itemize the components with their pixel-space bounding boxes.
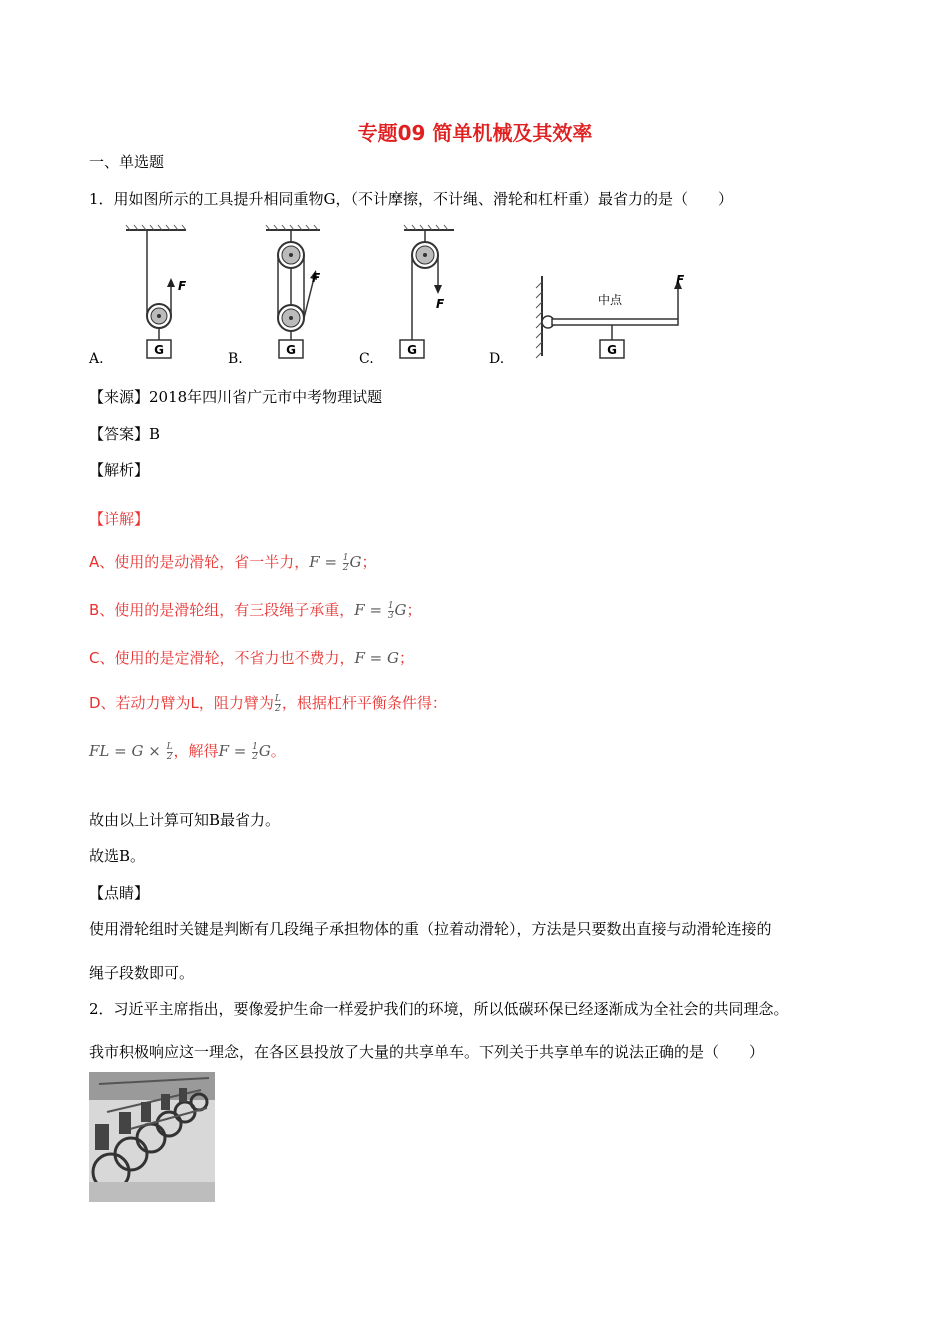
comment-line-1: 使用滑轮组时关键是判断有几段绳子承担物体的重（拉着动滑轮），方法是只要数出直接与动滑轮连接的 [89,920,772,938]
question-2-stem-line-2: 我市积极响应这一理念，在各区县投放了大量的共享单车。下列关于共享单车的说法正确的是（ ） [89,1043,765,1061]
weight-label: G [286,343,296,357]
question-1-stem: 1．用如图所示的工具提升相同重物G，（不计摩擦，不计绳、滑轮和杠杆重）最省力的是（ ） [89,190,734,208]
section-heading: 一、单选题 [89,153,165,171]
force-label: F [436,297,445,311]
option-b-label: B. [228,351,243,367]
detail-a: A、使用的是动滑轮，省一半力，F = $\frac{1}{2}$ G； [89,552,377,573]
figure-movable-pulley [120,222,200,362]
shared-bikes-photo [89,1072,215,1202]
force-label: F [312,271,321,285]
figure-lever [522,268,692,362]
answer-line: 【答案】B [89,425,161,443]
conclusion-1: 故由以上计算可知B最省力。 [89,811,281,829]
detail-equation: FL = G × $\frac{L}{2}$ ，解得F = $\frac{1}{2}$ G。 [89,741,286,762]
option-c-label: C. [359,351,374,367]
weight-label: G [154,343,164,357]
detail-label: 【详解】 [89,510,150,528]
option-a-label: A. [89,351,104,367]
force-label: F [178,279,187,293]
page-title: 专题09 简单机械及其效率 [357,121,593,145]
source-line: 【来源】2018年四川省广元市中考物理试题 [89,388,383,406]
question-2-stem-line-1: 2．习近平主席指出，要像爱护生命一样爱护我们的环境，所以低碳环保已经逐渐成为全社会的共同理念。 [89,1000,789,1018]
comment-line-2: 绳子段数即可。 [89,964,195,982]
analysis-label: 【解析】 [89,461,150,479]
detail-d: D、若动力臂为L，阻力臂为 $\frac{L}{2}$ ，根据杠杆平衡条件得： [89,693,447,714]
conclusion-2: 故选B。 [89,847,146,865]
figure-pulley-block [258,222,338,362]
comment-label: 【点睛】 [89,884,150,902]
detail-c: C、使用的是定滑轮，不省力也不费力，F = G； [89,649,414,667]
option-d-label: D. [489,351,505,367]
weight-label: G [407,343,417,357]
detail-b: B、使用的是滑轮组，有三段绳子承重，F = $\frac{1}{3}$ G； [89,600,422,621]
force-label: F [676,273,685,287]
figure-fixed-pulley [398,222,468,362]
weight-label: G [607,343,617,357]
midpoint-label: 中点 [598,293,623,307]
